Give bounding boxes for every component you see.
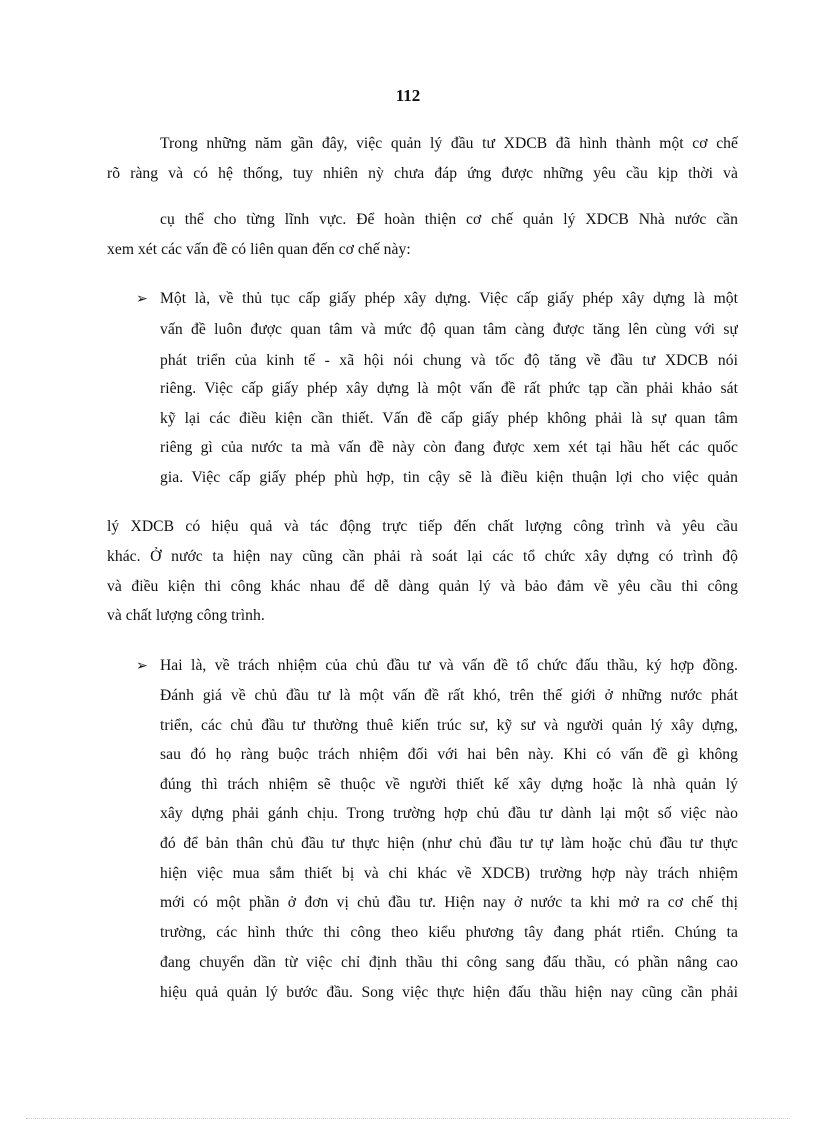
bullet-two-line-8: hiện việc mua sắm thiết bị và chi khác về XDCB) trường hợp này trách nhiệm [160,865,738,882]
bullet-two-line-11: đang chuyển dần từ việc chỉ định thầu thi công sang đấu thầu, có phần nâng cao [160,954,738,971]
bullet-two-line-4: sau đó họ ràng buộc trách nhiệm đối với hai bên này. Khi có vấn đề gì không [160,746,738,763]
bullet-two-line-10: trường, các hình thức thi công theo kiểu phương tây đang phát rtiển. Chúng ta [160,924,738,941]
continuation-line-1: lý XDCB có hiệu quả và tác động trực tiếp đến chất lượng công trình và yêu cầu [107,518,738,535]
bullet-two-line-5: đúng thì trách nhiệm sẽ thuộc về người thiết kế xây dựng hoặc là nhà quản lý [160,776,738,793]
bullet-two-line-12: hiệu quả quản lý bước đầu. Song việc thực hiện đấu thầu hiện nay cũng cần phải [160,984,738,1001]
bullet-arrow-icon: ➢ [136,291,148,307]
bullet-two-line-9: mới có một phần ở đơn vị chủ đầu tư. Hiện nay ở nước ta khi mở ra cơ chế thị [160,894,738,911]
bullet-one-line-4: riêng. Việc cấp giấy phép xây dựng là một vấn đề rất phức tạp cần phải khảo sát [160,380,738,397]
continuation-line-4: và chất lượng công trình. [107,607,265,624]
intro-line-4: xem xét các vấn đề có liên quan đến cơ chế này: [107,241,411,258]
bullet-two-line-7: đó để bản thân chủ đầu tư thực hiện (như chủ đầu tư tự làm hoặc chủ đầu tư thực [160,835,738,852]
bullet-two-line-6: xây dựng phải gánh chịu. Trong trường hợp chủ đầu tư dành lại một số việc nào [160,805,738,822]
intro-line-3: cụ thể cho từng lĩnh vực. Để hoàn thiện cơ chế quản lý XDCB Nhà nước cần [160,211,738,228]
bullet-one-line-2: vấn đề luôn được quan tâm và mức độ quan tâm càng được tăng lên cùng với sự [160,321,738,338]
page-number: 112 [395,86,421,105]
continuation-line-2: khác. Ở nước ta hiện nay cũng cần phải rà soát lại các tổ chức xây dựng có trình độ [107,548,738,565]
bullet-two-line-2: Đánh giá về chủ đầu tư là một vấn đề rất khó, trên thế giới ở những nước phát [160,687,738,704]
bullet-one-line-6: riêng gì của nước ta mà vấn đề này còn đang được xem xét tại hầu hết các quốc [160,439,738,456]
bullet-two-line-3: triển, các chủ đầu tư thường thuê kiến trúc sư, kỹ sư và người quản lý xây dựng, [160,717,738,734]
bullet-one-line-5: kỹ lại các điều kiện cần thiết. Vấn đề cấp giấy phép không phải là sự quan tâm [160,410,738,427]
bullet-arrow-icon: ➢ [136,658,148,674]
intro-line-1: Trong những năm gần đây, việc quản lý đầu tư XDCB đã hình thành một cơ chế [160,135,738,152]
bullet-two-line-1: Hai là, về trách nhiệm của chủ đầu tư và vấn đề tổ chức đấu thầu, ký hợp đồng. [160,657,738,674]
footer-divider [26,1118,790,1119]
intro-line-2: rõ ràng và có hệ thống, tuy nhiên nỳ chưa đáp ứng được những yêu cầu kịp thời và [107,165,738,182]
bullet-one-line-7: gia. Việc cấp giấy phép phù hợp, tin cậy sẽ là điều kiện thuận lợi cho việc quản [160,469,738,486]
continuation-line-3: và điều kiện thi công khác nhau để dễ dàng quản lý và bảo đảm về yêu cầu thi công [107,578,738,595]
bullet-one-line-3: phát triển của kinh tế - xã hội nói chung và tốc độ tăng về đầu tư XDCB nói [160,352,738,369]
bullet-one-line-1: Một là, về thủ tục cấp giấy phép xây dựng. Việc cấp giấy phép xây dựng là một [160,290,738,307]
